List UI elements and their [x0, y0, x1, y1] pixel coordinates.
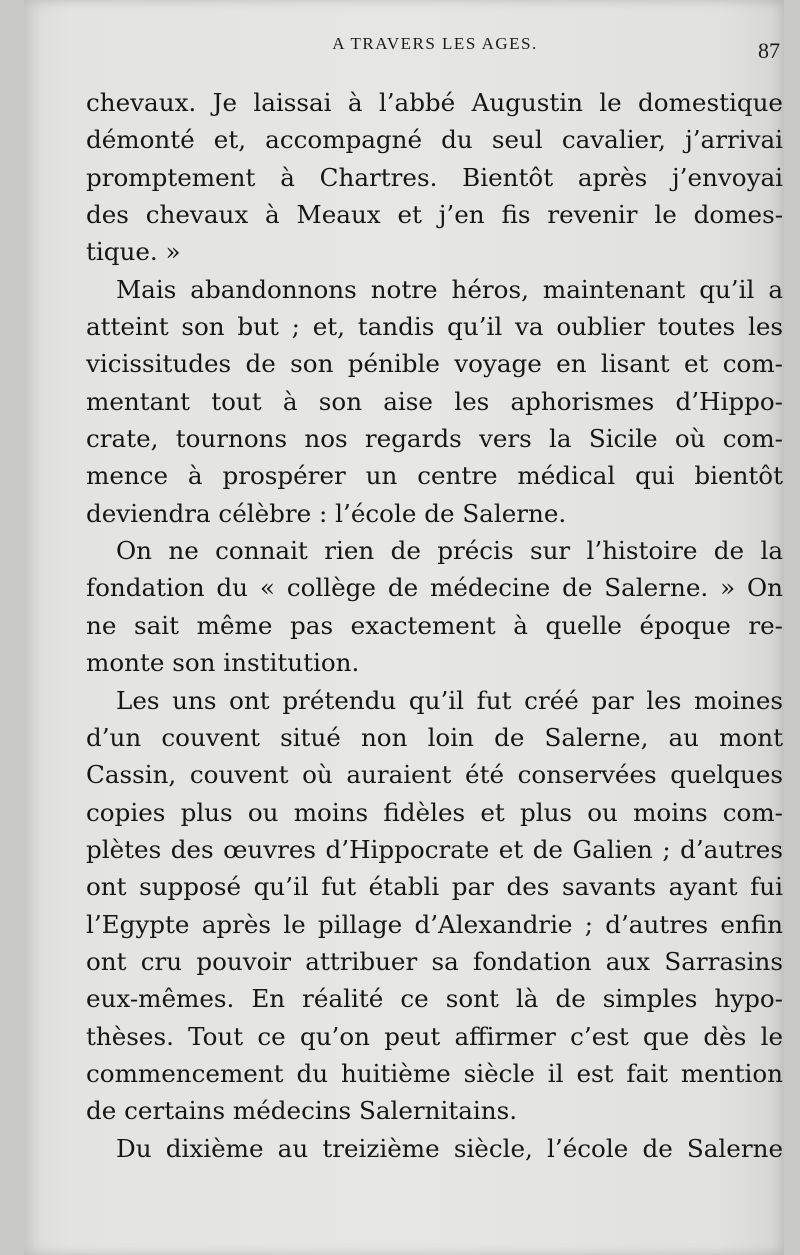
text-line: Cassin, couvent où auraient été conservées quelques [86, 760, 783, 790]
text-line: vicissitudes de son pénible voyage en lisant et com- [86, 349, 783, 379]
text-line: mence à prospérer un centre médical qui bientôt [86, 461, 783, 491]
text-line: Les uns ont prétendu qu’il fut créé par les moines [116, 685, 783, 715]
text-line: d’un couvent situé non loin de Salerne, au mont [86, 722, 783, 752]
text-line: ont cru pouvoir attribuer sa fondation aux Sarrasins [86, 946, 783, 976]
text-line: ont supposé qu’il fut établi par des savants ayant fui [86, 872, 783, 902]
text-line: atteint son but ; et, tandis qu’il va oublier toutes les [86, 312, 783, 342]
text-line: Du dixième au treizième siècle, l’école de Salerne [116, 1133, 783, 1163]
page-number: 87 [758, 38, 780, 63]
text-line: ne sait même pas exactement à quelle époque re- [86, 610, 783, 640]
text-line: deviendra célèbre : l’école de Salerne. [86, 498, 567, 528]
text-line: On ne connait rien de précis sur l’histoire de la [116, 536, 783, 566]
text-line: mentant tout à son aise les aphorismes d’Hippo- [86, 386, 783, 416]
text-line: fondation du « collège de médecine de Salerne. » On [86, 573, 783, 603]
body-text [86, 84, 783, 1167]
text-line: plètes des œuvres d’Hippocrate et de Galien ; d’autres [86, 834, 783, 864]
text-line: commencement du huitième siècle il est fait mention [86, 1058, 783, 1088]
text-line: de certains médecins Salernitains. [86, 1096, 518, 1126]
text-line: copies plus ou moins fidèles et plus ou moins com- [86, 797, 783, 827]
text-line: tique. » [86, 237, 181, 267]
book-page [24, 0, 784, 1255]
text-line: Mais abandonnons notre héros, maintenant qu’il a [116, 274, 783, 304]
text-line: chevaux. Je laissai à l’abbé Augustin le domestique [86, 88, 783, 117]
text-line: crate, tournons nos regards vers la Sicile où com- [86, 424, 783, 454]
text-line: démonté et, accompagné du seul cavalier, j’arrivai [86, 125, 783, 155]
text-line: promptement à Chartres. Bientôt après j’envoyai [86, 162, 783, 192]
page-header [86, 34, 784, 64]
text-line: thèses. Tout ce qu’on peut affirmer c’est que dès le [86, 1021, 783, 1051]
text-line: l’Egypte après le pillage d’Alexandrie ; d’autres enfin [86, 909, 783, 939]
text-line: monte son institution. [86, 648, 360, 678]
text-line: des chevaux à Meaux et j’en fis revenir le domes- [86, 200, 783, 230]
text-line: eux-mêmes. En réalité ce sont là de simples hypo- [86, 984, 783, 1014]
running-head: A TRAVERS LES AGES. [332, 34, 538, 53]
